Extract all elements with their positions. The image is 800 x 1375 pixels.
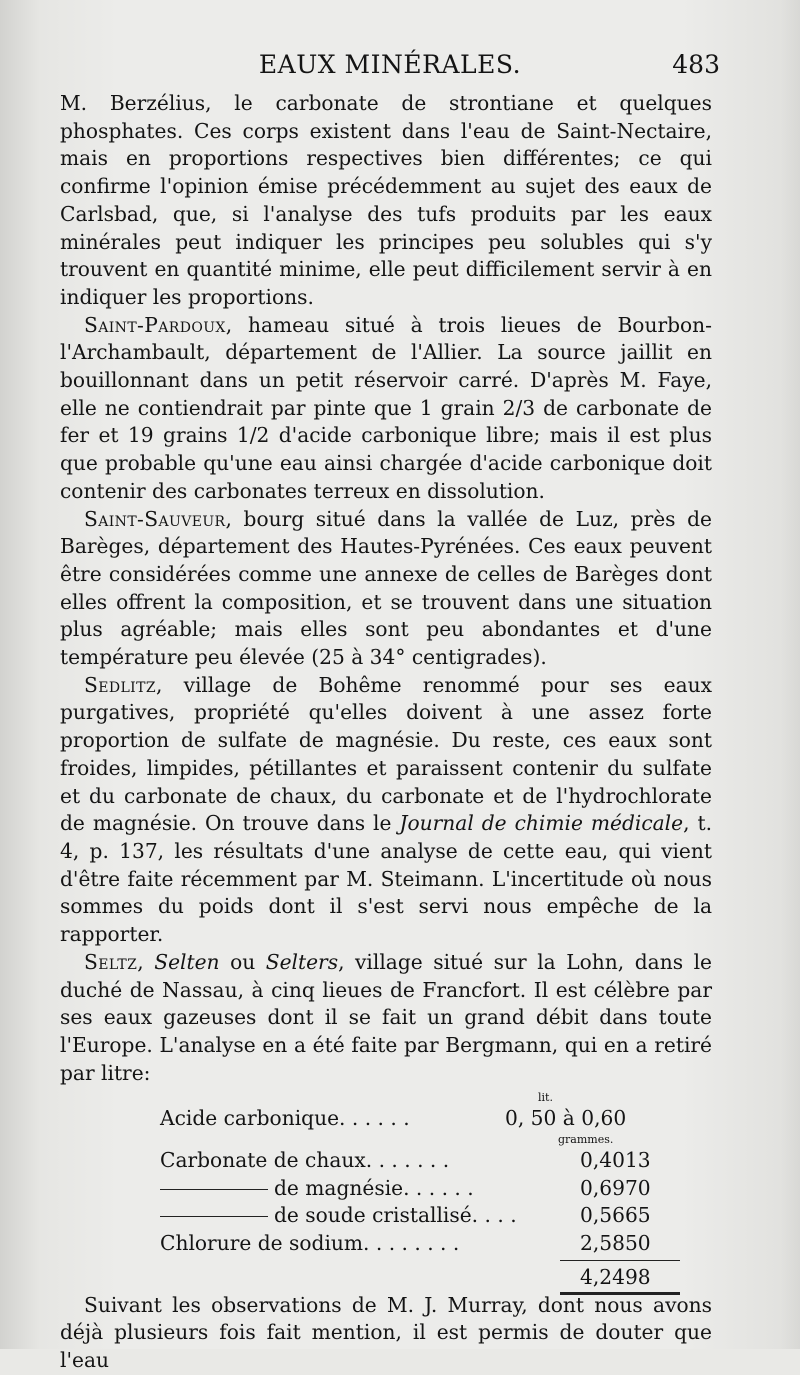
table-row [160,1202,660,1230]
paragraph-saint-pardoux [60,312,712,506]
total-row [160,1258,660,1292]
unit-grammes: grammes. [558,1133,614,1146]
table-row [160,1105,660,1133]
analysis-table [160,1091,660,1291]
body-text [60,90,712,1375]
journal-title: Journal de chimie médicale [399,811,684,836]
unit-row-litre [160,1091,660,1105]
paragraph-murray: Suivant les observations de M. J. Murray, dont nous avons déjà plusieurs fois fait mention, il est permis de douter que l'eau [60,1292,712,1373]
row-label-ditto [160,1175,474,1203]
alt-name-selten: Selten [154,949,220,974]
unit-litre: lit. [538,1091,553,1105]
entry-text: , village de Bohême renommé pour ses eaux purgatives, propriété qu'elles doivent à une assez forte proportion de sulfate de magnésie. Du reste, ces eaux sont froides, limpides, pétillantes et paraissent contenir du sulfate et du carbonate de chaux, du carbonate et de l'hydrochlorate de magnésie. On trouve dans le [60,672,712,836]
ditto-dash [160,1189,268,1190]
total-underline [560,1292,680,1295]
row-label: Carbonate de chaux. . . . . . . [160,1148,450,1172]
table-row [160,1230,660,1258]
table-row [160,1175,660,1203]
entry-text: , hameau situé à trois lieues de Bourbon-l'Archambault, département de l'Allier. La source jaillit en bouillonnant dans un petit réservoir carré. D'après M. Faye, elle ne contiendrait par pinte que 1 grain 2/3 de carbonate de fer et 19 grains 1/2 d'acide carbonique libre; mais il est plus que probable qu'une eau ainsi chargée d'acide carbonique doit contenir des carbonates terreux en dissolution. [60,312,712,503]
page-header [60,50,720,84]
row-value: 0, 50 à 0,60 [505,1106,627,1131]
paragraph-saint-sauveur [60,506,712,672]
row-value: 2,5850 [580,1231,651,1256]
entry-heading: Sedlitz [84,672,156,697]
separator: , [137,949,155,974]
unit-row-grammes [160,1133,660,1147]
conjunction: ou [219,949,266,974]
row-label: de soude cristallisé. . . . [274,1203,517,1228]
paragraph-seltz [60,949,712,1088]
row-label: Acide carbonique. . . . . . [160,1106,410,1131]
paragraph-saint-nectaire: M. Berzélius, le carbonate de strontiane et quelques phosphates. Ces corps existent dans l'eau de Saint-Nectaire, mais en proportions respectives bien différentes; ce qui confirme l'opinion émise précédemment au sujet des eaux de Carlsbad, que, si l'analyse des tufs produits par les eaux minérales peut indiquer les principes peu solubles qui s'y trouvent en quantité minime, elle peut difficilement servir à en indiquer les proportions. [60,91,712,309]
entry-text: , t. 4, p. 137, les résultats d'une analyse de cette eau, qui vient d'être faite récemment par M. Steimann. L'incertitude où nous sommes du poids dont il s'est servi nous empêche de la rapporter. [60,811,712,947]
entry-text: , village situé sur la Lohn, dans le duché de Nassau, à cinq lieues de Francfort. Il est célèbre par ses eaux gazeuses dont il se fait un grand débit dans toute l'Europe. L'analyse en a été faite par Bergmann, qui en a retiré par litre: [60,949,712,1085]
running-title: EAUX MINÉRALES. [258,50,522,79]
paragraph-sedlitz [60,672,712,949]
row-value: 0,6970 [580,1175,651,1200]
table-row [160,1147,660,1175]
page-number: 483 [672,50,720,79]
sum-rule [560,1260,680,1261]
row-value: 0,4013 [580,1148,651,1172]
entry-heading: Saint-Pardoux [84,312,226,337]
row-label: Chlorure de sodium. . . . . . . . [160,1231,460,1256]
total-value: 4,2498 [580,1264,651,1289]
entry-heading: Saint-Sauveur [84,506,226,531]
ditto-dash [160,1216,268,1217]
row-label: de magnésie. . . . . . [274,1175,474,1200]
row-label-ditto [160,1202,517,1230]
alt-name-selters: Selters [265,949,339,974]
entry-text: , bourg situé dans la vallée de Luz, près de Barèges, département des Hautes-Pyrénées. Ces eaux peuvent être considérées comme une annexe de celles de Barèges dont elles offrent la composition, et se trouvent dans une situation plus agréable; mais elles sont peu abondantes et d'une température peu élevée (25 à 34° centigrades). [60,506,712,670]
entry-heading: Seltz [84,949,138,974]
row-value: 0,5665 [580,1203,651,1228]
